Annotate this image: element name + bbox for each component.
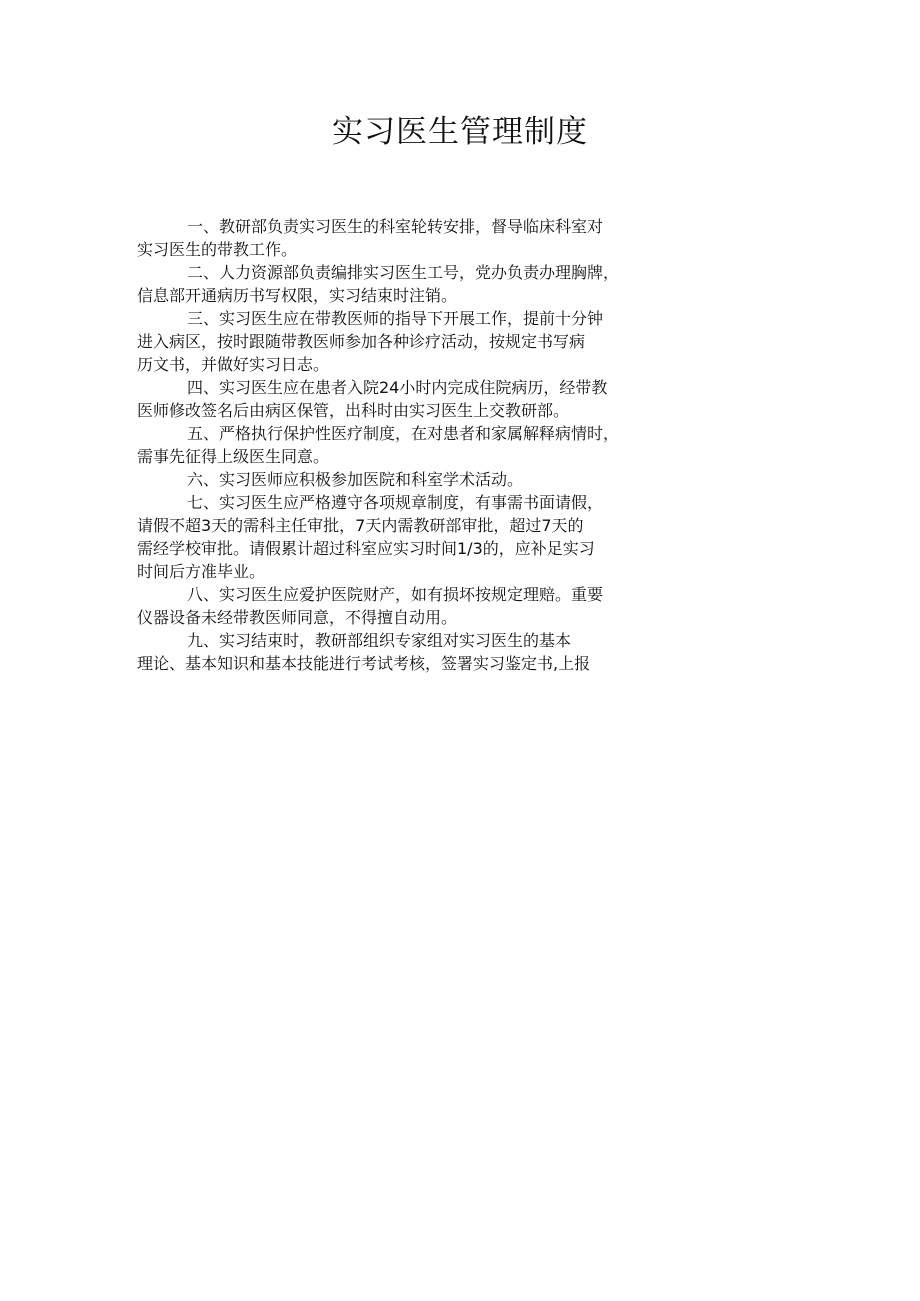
paragraph-line: 医师修改签名后由病区保管，出科时由实习医生上交教研部。: [137, 401, 570, 420]
paragraph-line: 实习医生的带教工作。: [137, 240, 298, 259]
paragraph-line: 仪器设备未经带教医师同意，不得擅自动用。: [137, 608, 458, 627]
paragraph-line: 二、人力资源部负责编排实习医生工号，党办负责办理胸牌，: [187, 263, 620, 282]
paragraph-line: 历文书，并做好实习日志。: [137, 355, 330, 374]
paragraph-line: 七、实习医生应严格遵守各项规章制度，有事需书面请假，: [187, 493, 604, 512]
paragraph-5: [137, 421, 787, 467]
paragraph-line: 时间后方准毕业。: [137, 562, 266, 581]
paragraph-7: [137, 490, 787, 582]
paragraph-line: 一、教研部负责实习医生的科室轮转安排，督导临床科室对: [187, 217, 604, 236]
paragraph-line: 信息部开通病历书写权限，实习结束时注销。: [137, 286, 458, 305]
paragraph-line: 三、实习医生应在带教医师的指导下开展工作，提前十分钟: [187, 309, 604, 328]
paragraph-line: 理论、基本知识和基本技能进行考试考核，签署实习鉴定书,上报: [137, 654, 591, 673]
paragraph-line: 五、严格执行保护性医疗制度，在对患者和家属解释病情时，: [187, 424, 620, 443]
paragraph-4: [137, 375, 787, 421]
paragraph-line: 需经学校审批。请假累计超过科室应实习时间1/3的，应补足实习: [137, 539, 595, 558]
paragraph-1: [137, 214, 787, 260]
paragraph-line: 进入病区，按时跟随带教医师参加各种诊疗活动，按规定书写病: [137, 332, 586, 351]
paragraph-line: 九、实习结束时，教研部组织专家组对实习医生的基本: [187, 631, 572, 650]
paragraph-line: 四、实习医生应在患者入院24小时内完成住院病历，经带教: [187, 378, 608, 397]
paragraph-3: [137, 306, 787, 375]
document-title: 实习医生管理制度: [332, 114, 588, 150]
paragraph-line: 六、实习医师应积极参加医院和科室学术活动。: [187, 470, 524, 489]
paragraph-8: [137, 582, 787, 628]
paragraph-line: 请假不超3天的需科主任审批，7天内需教研部审批，超过7天的: [137, 516, 584, 535]
paragraph-line: 需事先征得上级医生同意。: [137, 447, 330, 466]
paragraph-6: [137, 467, 787, 490]
document-body: [137, 214, 787, 674]
paragraph-9: [137, 628, 787, 674]
paragraph-2: [137, 260, 787, 306]
paragraph-line: 八、实习医生应爱护医院财产，如有损坏按规定理赔。重要: [187, 585, 604, 604]
